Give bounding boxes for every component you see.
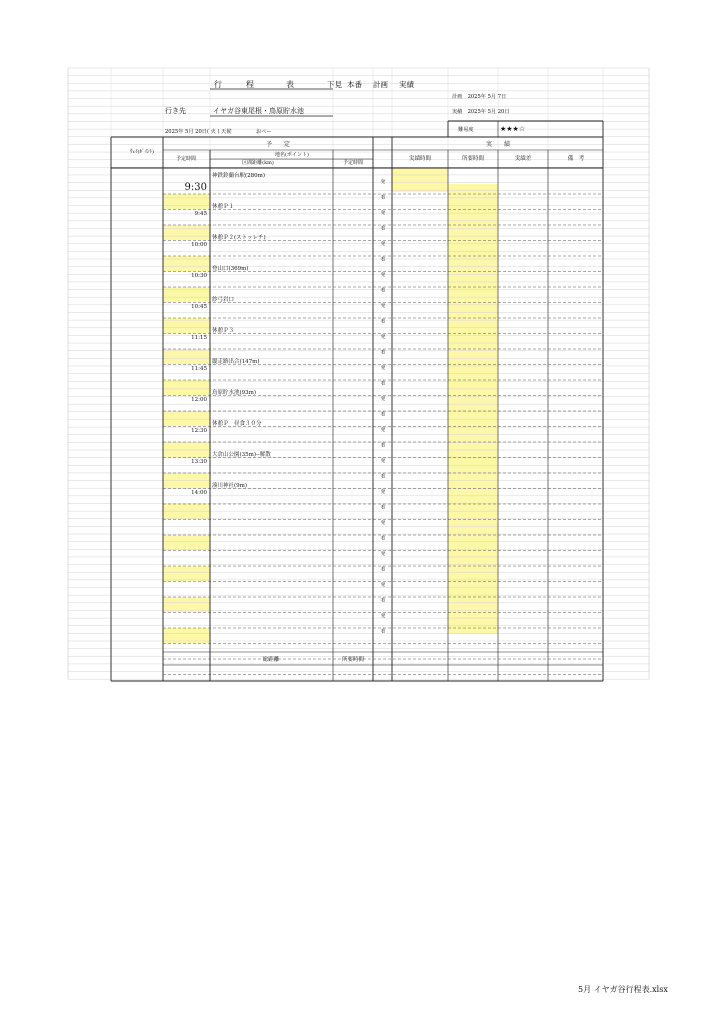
arrive-mark: 着 (380, 319, 386, 325)
planned-time-highlight (163, 349, 210, 364)
depart-mark: 発 (380, 180, 386, 185)
arrive-mark: 着 (380, 412, 386, 418)
planned-time-highlight (163, 597, 210, 612)
header-section-distance: 区間距離(km) (242, 160, 274, 166)
header-required-time: 所要時間 (461, 156, 485, 162)
depart-mark: 発 (380, 490, 386, 495)
total-distance-label: 総距離 (262, 657, 280, 663)
header-planned-time: 予定時間 (175, 156, 197, 162)
waypoint-time: 10:45 (191, 304, 207, 310)
header-planned-duration: 予定時間 (342, 160, 364, 166)
planned-time-highlight (163, 535, 210, 550)
actual-date: 実績 2025年 5月 20日 (452, 109, 510, 115)
header-remarks: 備 考 (567, 156, 585, 162)
arrive-mark: 着 (380, 226, 386, 232)
header-actual-time: 実績時間 (408, 156, 432, 162)
title-option-3: 実績 (399, 80, 414, 89)
waypoint-time: 9:45 (194, 211, 207, 217)
planned-time-highlight (163, 411, 210, 426)
actual-time-highlight (392, 168, 448, 192)
waypoint-time: 11:15 (191, 335, 207, 341)
arrive-mark: 着 (380, 195, 386, 201)
waypoint-time: 14:00 (191, 490, 207, 496)
waypoint-time: 12:00 (191, 397, 207, 403)
waypoint-time: 9:30 (184, 182, 207, 193)
waypoint-time: 10:30 (191, 273, 207, 279)
waypoint-name: 鳥原貯水池(93m) (212, 390, 257, 396)
waypoint-name: 休憩Ｐ１ (212, 204, 235, 210)
arrive-mark: 着 (380, 257, 386, 263)
weather-value: おペー (256, 129, 272, 135)
arrive-mark: 着 (380, 350, 386, 356)
planned-time-highlight (163, 194, 210, 209)
depart-mark: 発 (380, 583, 386, 588)
waypoint-time: 11:45 (191, 366, 207, 372)
difficulty-label: 難易度 (458, 127, 474, 133)
depart-mark: 発 (380, 335, 386, 340)
waypoint-name: 休憩Ｐ 昼食３０分 (212, 421, 262, 427)
trip-date-weather: 2025年 5月 20日( 火 ) 天候 (165, 129, 232, 135)
depart-mark: 発 (380, 397, 386, 402)
arrive-mark: 着 (380, 288, 386, 294)
waypoint-name: 大倉山公園(35m)--解散 (212, 452, 271, 458)
waypoint-name: 神鉄鈴蘭台駅(280m) (212, 173, 266, 179)
waypoint-time: 13:30 (191, 459, 207, 465)
arrive-mark: 着 (380, 505, 386, 511)
planned-time-highlight (163, 380, 210, 395)
header-waypoint: ｳｪｲ(ﾎﾟｲﾝﾄ) (130, 149, 154, 155)
header-plan: 予 定 (265, 141, 291, 148)
destination-value: イヤガ谷東尾根・鳥原貯水池 (213, 107, 304, 115)
waypoint-time: 12:30 (191, 428, 207, 434)
planned-time-highlight (163, 442, 210, 457)
depart-mark: 発 (380, 428, 386, 433)
waypoint-name: 休憩Ｐ３ (212, 328, 235, 334)
waypoint-name: 湊川神社(9m) (212, 483, 248, 489)
planned-time-highlight (163, 504, 210, 519)
header-actual-diff: 実績差 (514, 156, 532, 162)
arrive-mark: 着 (380, 598, 386, 604)
planned-time-highlight (163, 287, 210, 302)
title-option-0: 下見 (327, 80, 342, 89)
file-name-footer: 5月 イヤガ谷行程表.xlsx (578, 985, 668, 994)
arrive-mark: 着 (380, 381, 386, 387)
arrive-mark: 着 (380, 474, 386, 480)
title-option-2: 計画 (373, 80, 388, 89)
depart-mark: 発 (380, 366, 386, 371)
depart-mark: 発 (380, 304, 386, 309)
arrive-mark: 着 (380, 536, 386, 542)
planned-time-highlight (163, 225, 210, 240)
planned-time-highlight (163, 566, 210, 581)
header-actual: 実 績 (485, 141, 511, 148)
waypoint-name: 休憩Ｐ２(ストッレチ) (212, 235, 266, 241)
waypoint-time: 10:00 (191, 242, 207, 248)
waypoint-name: 縦走路出合(147m) (212, 359, 260, 365)
arrive-mark: 着 (380, 567, 386, 573)
depart-mark: 発 (380, 273, 386, 278)
total-time-label: 所要時間 (341, 657, 365, 663)
depart-mark: 発 (380, 459, 386, 464)
depart-mark: 発 (380, 614, 386, 619)
arrive-mark: 着 (380, 629, 386, 635)
planned-time-highlight (163, 256, 210, 271)
sheet-title: 行 程 表 (214, 80, 294, 89)
waypoint-name: 紗弓岩口 (212, 297, 235, 303)
depart-mark: 発 (380, 211, 386, 216)
header-place: 地名(ポイント) (275, 152, 309, 158)
arrive-mark: 着 (380, 443, 386, 449)
destination-label: 行き先 (165, 107, 186, 115)
plan-date: 計画 2025年 5月 7日 (452, 94, 507, 100)
waypoint-name: 登山口(369m) (212, 266, 249, 272)
difficulty-stars: ★★★☆ (500, 125, 526, 133)
depart-mark: 発 (380, 521, 386, 526)
title-option-1: 本番 (347, 80, 362, 89)
depart-mark: 発 (380, 242, 386, 247)
depart-mark: 発 (380, 552, 386, 557)
